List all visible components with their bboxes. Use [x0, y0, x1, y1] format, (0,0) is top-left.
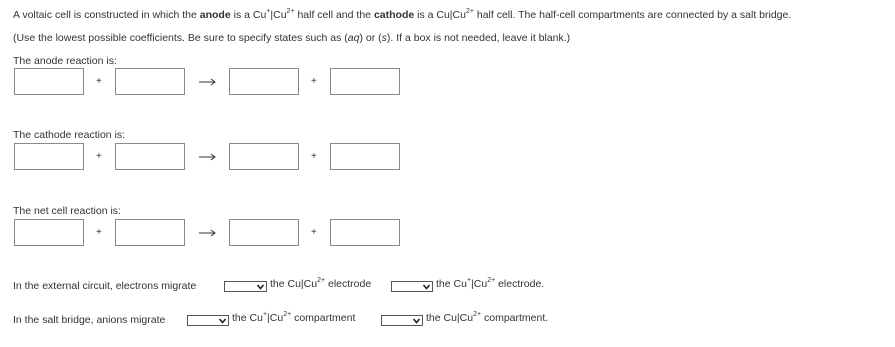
cathode-product-2-box[interactable]: [330, 143, 400, 170]
instructions: (Use the lowest possible coefficients. Be sure to specify states such as (aq) or (s). If a box is not needed, leave it blank.): [13, 32, 571, 44]
net-reactant-1-box[interactable]: [14, 219, 84, 246]
external-direction-select-2[interactable]: [391, 281, 433, 292]
reaction-arrow-icon: [199, 153, 217, 161]
anode-term: anode: [199, 9, 231, 21]
anode-product-1-box[interactable]: [229, 68, 299, 95]
anode-reactant-1-box[interactable]: [14, 68, 84, 95]
salt-bridge-lead: In the salt bridge, anions migrate: [13, 314, 166, 326]
external-circuit-lead: In the external circuit, electrons migrate: [13, 280, 197, 292]
plus-sign: +: [96, 151, 102, 162]
net-product-2-box[interactable]: [330, 219, 400, 246]
plus-sign: +: [96, 76, 102, 87]
chevron-down-icon: [218, 316, 227, 325]
chevron-down-icon: [422, 282, 431, 291]
cathode-reactant-2-box[interactable]: [115, 143, 185, 170]
plus-sign: +: [311, 227, 317, 238]
net-reactant-2-box[interactable]: [115, 219, 185, 246]
anode-reactant-2-box[interactable]: [115, 68, 185, 95]
external-circuit-end: the $Cu^+|Cu^{2+}$ electrode.: [436, 276, 545, 290]
salt-bridge-select-1[interactable]: [187, 315, 229, 326]
plus-sign: +: [311, 76, 317, 87]
net-product-1-box[interactable]: [229, 219, 299, 246]
problem-statement: A voltaic cell is constructed in which the anode is a $Cu^+|Cu^{2+}$ half cell and the cathode is a $Cu|Cu^{2+}$ half cell. The half-cell compartments are connected by a salt bridge.: [13, 7, 792, 21]
cathode-reaction-label: The cathode reaction is:: [13, 129, 126, 141]
chevron-down-icon: [412, 316, 421, 325]
cathode-term: cathode: [373, 9, 415, 21]
external-direction-select-1[interactable]: [224, 281, 267, 292]
anode-reaction-label: The anode reaction is:: [13, 55, 117, 67]
external-circuit-middle: the $Cu|Cu^{2+}$ electrode: [270, 276, 372, 290]
anode-product-2-box[interactable]: [330, 68, 400, 95]
reaction-arrow-icon: [199, 78, 217, 86]
salt-bridge-end: the $Cu|Cu^{2+}$ compartment.: [426, 310, 549, 324]
reaction-arrow-icon: [199, 229, 217, 237]
salt-bridge-middle: the $Cu^+|Cu^{2+}$ compartment: [232, 310, 356, 324]
plus-sign: +: [96, 227, 102, 238]
chevron-down-icon: [256, 282, 265, 291]
cathode-product-1-box[interactable]: [229, 143, 299, 170]
salt-bridge-select-2[interactable]: [381, 315, 423, 326]
plus-sign: +: [311, 151, 317, 162]
cathode-reactant-1-box[interactable]: [14, 143, 84, 170]
net-reaction-label: The net cell reaction is:: [13, 205, 121, 217]
